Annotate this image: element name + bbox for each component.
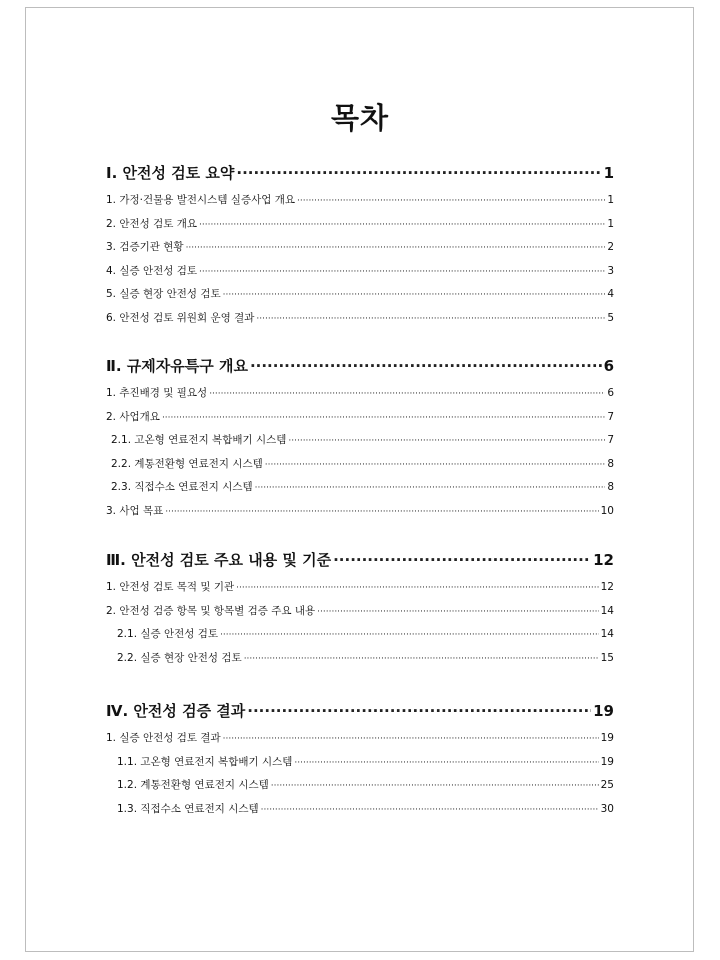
toc-item[interactable]: [106, 730, 614, 754]
toc-item-page: 4: [607, 288, 614, 300]
leader-dots: [317, 607, 598, 617]
toc-item-page: 1: [607, 217, 614, 230]
toc-item-page: 8: [607, 457, 614, 470]
toc-item-page: 7: [607, 434, 614, 446]
leader-dots: [165, 507, 598, 517]
toc-item-page: 10: [600, 504, 614, 517]
toc-heading-page: 12: [593, 551, 614, 569]
toc-item[interactable]: [106, 603, 614, 627]
toc-item[interactable]: [106, 409, 614, 433]
toc-section-1: [106, 162, 614, 333]
toc-heading[interactable]: [106, 355, 614, 377]
toc-item[interactable]: [106, 385, 614, 409]
toc-item-label: 1.1. 고온형 연료전지 복합배기 시스템: [117, 755, 293, 768]
toc-item-page: 2: [607, 241, 614, 253]
toc-item-label: 1. 실증 안전성 검토 결과: [106, 732, 221, 744]
toc-item-page: 30: [600, 802, 614, 815]
leader-dots: [288, 436, 605, 446]
toc-item-label: 5. 실증 현장 안전성 검토: [106, 288, 221, 300]
toc-subitem[interactable]: [106, 626, 614, 650]
toc-item-page: 8: [607, 481, 614, 493]
toc-item-page: 12: [600, 581, 614, 593]
toc-item-page: 14: [600, 628, 614, 640]
toc-item-label: 1. 안전성 검토 목적 및 기관: [106, 581, 235, 593]
leader-dots: [199, 220, 605, 230]
toc-item-label: 6. 안전성 검토 위원회 운영 결과: [106, 311, 255, 324]
leader-dots: [256, 314, 605, 324]
leader-dots: [236, 164, 601, 182]
toc-heading-label: Ⅱ. 규제자유특구 개요: [106, 357, 248, 375]
leader-dots: [162, 413, 605, 423]
toc-item-label: 3. 사업 목표: [106, 504, 164, 517]
leader-dots: [223, 290, 606, 300]
toc-item[interactable]: [106, 310, 614, 334]
toc-section-4: [106, 700, 614, 824]
leader-dots: [255, 483, 606, 493]
toc-item-label: 1. 추진배경 및 필요성: [106, 387, 208, 399]
toc-heading-page: 1: [603, 164, 614, 182]
leader-dots: [265, 460, 606, 470]
toc-heading[interactable]: [106, 700, 614, 722]
toc-item-label: 4. 실증 안전성 검토: [106, 264, 198, 277]
toc-heading-page: 6: [603, 357, 614, 375]
toc-item[interactable]: [106, 192, 614, 216]
leader-dots: [333, 551, 591, 569]
toc-subitem[interactable]: [106, 479, 614, 503]
toc-subitem[interactable]: [106, 777, 614, 801]
toc-item-label: 1. 가정·건물용 발전시스템 실증사업 개요: [106, 194, 295, 206]
toc-item-page: 3: [607, 264, 614, 277]
toc-item-page: 19: [600, 732, 614, 744]
toc-item[interactable]: [106, 216, 614, 240]
leader-dots: [199, 267, 605, 277]
toc-item-page: 15: [600, 651, 614, 664]
toc-item-label: 2. 안전성 검증 항목 및 항목별 검증 주요 내용: [106, 604, 316, 617]
toc-item[interactable]: [106, 239, 614, 263]
leader-dots: [294, 758, 598, 768]
toc-item-label: 1.2. 계통전환형 연료전지 시스템: [117, 779, 269, 791]
toc-heading-label: Ⅳ. 안전성 검증 결과: [106, 702, 246, 720]
toc-item-label: 1.3. 직접수소 연료전지 시스템: [117, 802, 259, 815]
toc-heading-page: 19: [593, 702, 614, 720]
toc-item-label: 2. 안전성 검토 개요: [106, 217, 198, 230]
page-title: 목차: [330, 101, 390, 135]
toc-heading-label: Ⅲ. 안전성 검토 주요 내용 및 기준: [106, 551, 332, 569]
toc-item[interactable]: [106, 263, 614, 287]
toc-item-page: 19: [600, 755, 614, 768]
toc-item-page: 1: [607, 194, 614, 206]
toc-item-label: 2.1. 실증 안전성 검토: [117, 628, 219, 640]
leader-dots: [271, 781, 599, 791]
toc-item-page: 6: [607, 387, 614, 399]
leader-dots: [247, 702, 591, 720]
toc-item-label: 3. 검증기관 현황: [106, 241, 184, 253]
leader-dots: [236, 583, 598, 593]
toc-section-3: [106, 549, 614, 673]
toc-item[interactable]: [106, 503, 614, 527]
toc-item-label: 2. 사업개요: [106, 410, 160, 423]
toc-item-label: 2.2. 실증 현장 안전성 검토: [117, 651, 242, 664]
toc-subitem[interactable]: [106, 801, 614, 825]
toc-item[interactable]: [106, 286, 614, 310]
toc-item-page: 14: [600, 604, 614, 617]
toc-item-page: 7: [607, 410, 614, 423]
toc-item[interactable]: [106, 579, 614, 603]
leader-dots: [261, 805, 599, 815]
leader-dots: [220, 630, 599, 640]
toc-subitem[interactable]: [106, 754, 614, 778]
toc-item-label: 2.2. 계통전환형 연료전지 시스템: [111, 457, 263, 470]
leader-dots: [244, 654, 599, 664]
leader-dots: [223, 734, 599, 744]
leader-dots: [250, 357, 602, 375]
toc-subitem[interactable]: [106, 432, 614, 456]
toc-heading[interactable]: [106, 162, 614, 184]
toc-heading[interactable]: [106, 549, 614, 571]
toc-subitem[interactable]: [106, 456, 614, 480]
toc-item-label: 2.1. 고온형 연료전지 복합배기 시스템: [111, 434, 287, 446]
leader-dots: [297, 196, 605, 206]
leader-dots: [209, 389, 605, 399]
leader-dots: [186, 243, 606, 253]
toc-section-2: [106, 355, 614, 526]
toc-subitem[interactable]: [106, 650, 614, 674]
toc-item-page: 25: [600, 779, 614, 791]
toc-heading-label: Ⅰ. 안전성 검토 요약: [106, 164, 235, 182]
toc-item-label: 2.3. 직접수소 연료전지 시스템: [111, 481, 253, 493]
toc-item-page: 5: [607, 311, 614, 324]
